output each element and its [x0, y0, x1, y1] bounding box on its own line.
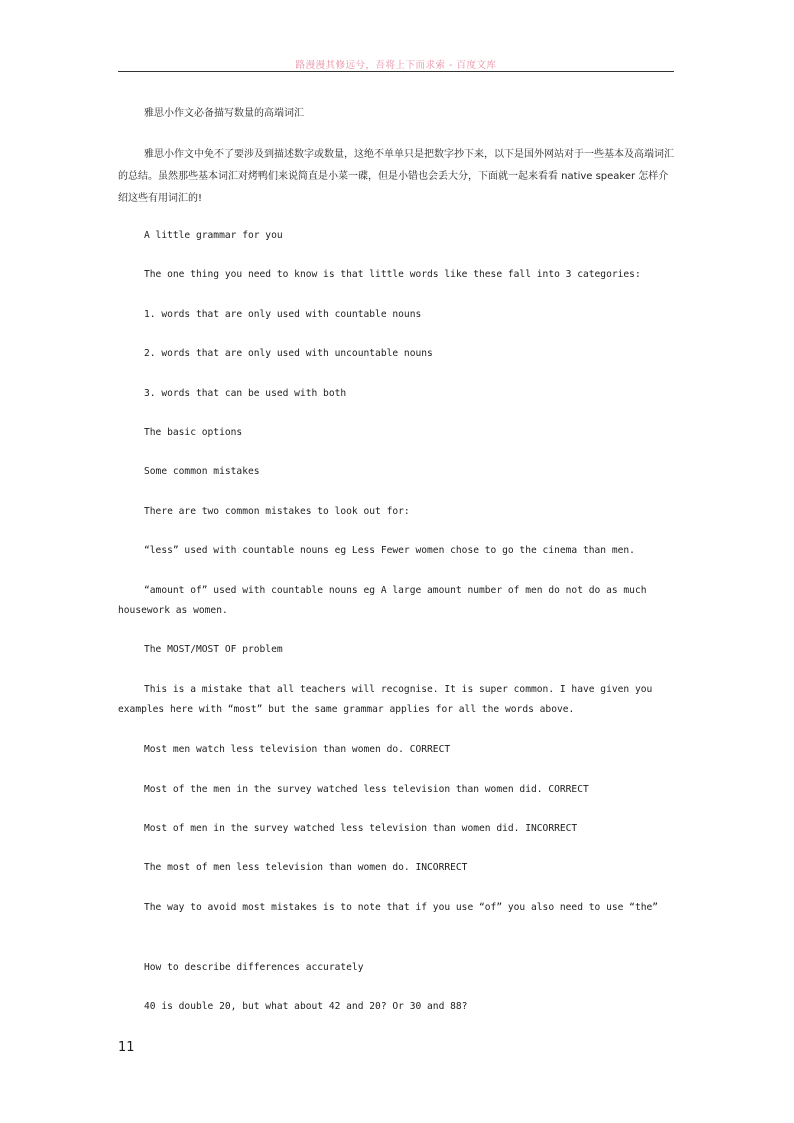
section-heading-basic-options: The basic options: [144, 427, 243, 438]
example-correct-1: Most men watch less television than women do. CORRECT: [144, 744, 451, 755]
paragraph-categories: The one thing you need to know is that little words like these fall into 3 categories:: [144, 269, 641, 280]
section-heading-common-mistakes: Some common mistakes: [144, 466, 260, 477]
header-divider: [118, 71, 674, 72]
paragraph-less-example: “less” used with countable nouns eg Less Fewer women chose to go the cinema than men.: [144, 545, 635, 556]
list-item-3: 3. words that can be used with both: [144, 388, 347, 399]
example-correct-2: Most of the men in the survey watched less television than women did. CORRECT: [144, 784, 589, 795]
section-heading-grammar: A little grammar for you: [144, 230, 283, 241]
intro-paragraph: 雅思小作文中免不了要涉及到描述数字或数量，这绝不单单只是把数字抄下来，以下是国外网站对于一些基本及高端词汇的总结。虽然那些基本词汇对烤鸭们来说简直是小菜一碟，但是小错也会丢大分，下面就一起来看看 native speaker 怎样介绍这些有用词汇的!: [118, 149, 674, 204]
page-header: 路漫漫其修远兮，吾将上下而求索 - 百度文库: [295, 60, 497, 71]
paragraph-double-question: 40 is double 20, but what about 42 and 20? Or 30 and 88?: [144, 1001, 468, 1012]
example-incorrect-1: Most of men in the survey watched less television than women did. INCORRECT: [144, 823, 578, 834]
section-heading-most-problem: The MOST/MOST OF problem: [144, 644, 283, 655]
section-heading-differences: How to describe differences accurately: [144, 962, 364, 973]
paragraph-avoid-mistakes: The way to avoid most mistakes is to note that if you use “of” you also need to use “the”: [144, 902, 659, 913]
page-number: 11: [118, 1040, 135, 1055]
list-item-2: 2. words that are only used with uncountable nouns: [144, 348, 433, 359]
document-title: 雅思小作文必备描写数量的高端词汇: [144, 108, 304, 119]
paragraph-most-mistake: This is a mistake that all teachers will recognise. It is super common. I have given you examples here with “most” but the same grammar applies for all the words above.: [118, 684, 659, 715]
paragraph-amount-example: “amount of” used with countable nouns eg A large amount number of men do not do as much housework as women.: [118, 585, 653, 616]
paragraph-two-mistakes: There are two common mistakes to look out for:: [144, 506, 410, 517]
list-item-1: 1. words that are only used with countable nouns: [144, 309, 422, 320]
example-incorrect-2: The most of men less television than women do. INCORRECT: [144, 862, 468, 873]
